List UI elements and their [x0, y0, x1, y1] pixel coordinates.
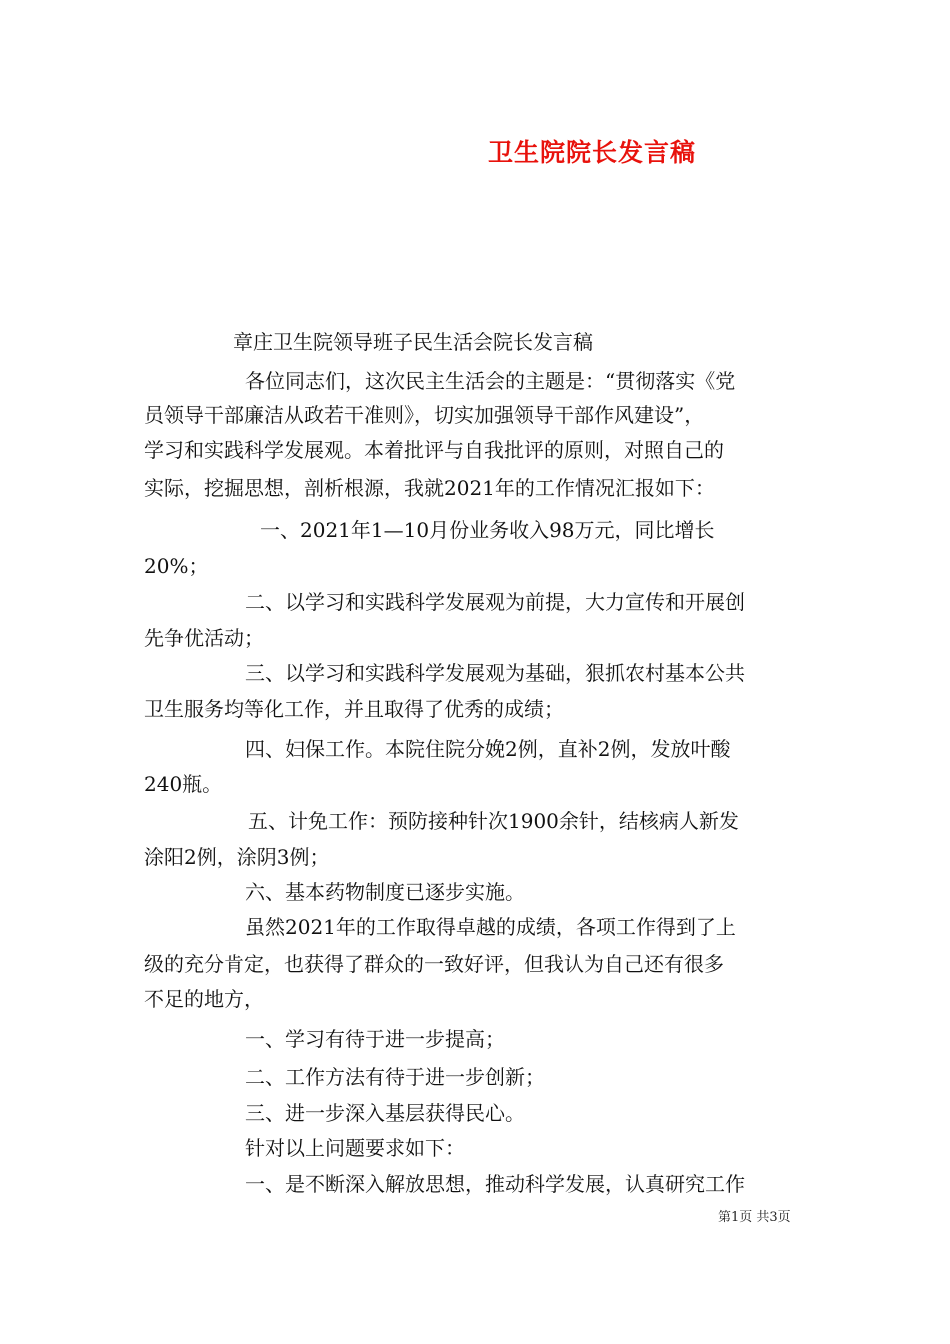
paragraph-line: 六、基本药物制度已逐步实施。 [245, 880, 525, 904]
paragraph-line: 针对以上问题要求如下： [245, 1136, 465, 1160]
paragraph-line: 实际，挖掘思想，剖析根源，我就2021年的工作情况汇报如下： [144, 476, 715, 500]
paragraph-line: 20%； [144, 554, 209, 578]
paragraph-line: 240瓶。 [144, 772, 223, 796]
paragraph-line: 二、以学习和实践科学发展观为前提，大力宣传和开展创 [245, 590, 745, 614]
paragraph-line: 一、学习有待于进一步提高； [245, 1027, 505, 1051]
paragraph-line: 员领导干部廉洁从政若干准则》，切实加强领导干部作风建设”， [144, 403, 705, 427]
paragraph-line: 三、以学习和实践科学发展观为基础，狠抓农村基本公共 [245, 661, 745, 685]
paragraph-line: 一、2021年1—10月份业务收入98万元，同比增长 [260, 518, 715, 542]
paragraph-line: 卫生服务均等化工作，并且取得了优秀的成绩； [144, 697, 564, 721]
document-subtitle: 章庄卫生院领导班子民生活会院长发言稿 [233, 330, 593, 354]
paragraph-line: 一、是不断深入解放思想，推动科学发展，认真研究工作 [245, 1172, 745, 1196]
paragraph-line: 涂阳2例，涂阴3例； [144, 845, 330, 869]
paragraph-line: 二、工作方法有待于进一步创新； [245, 1065, 545, 1089]
paragraph-line: 各位同志们，这次民主生活会的主题是：“贯彻落实《党 [245, 369, 736, 393]
paragraph-line: 学习和实践科学发展观。本着批评与自我批评的原则，对照自己的 [144, 438, 724, 462]
page-number: 第1页 共3页 [718, 1210, 791, 1225]
paragraph-line: 三、进一步深入基层获得民心。 [245, 1101, 525, 1125]
paragraph-line: 先争优活动； [144, 626, 264, 650]
paragraph-line: 五、计免工作：预防接种针次1900余针，结核病人新发 [248, 809, 739, 833]
paragraph-line: 虽然2021年的工作取得卓越的成绩，各项工作得到了上 [245, 915, 736, 939]
paragraph-line: 不足的地方， [144, 987, 264, 1011]
page-title: 卫生院院长发言稿 [488, 138, 697, 167]
paragraph-line: 四、妇保工作。本院住院分娩2例，直补2例，发放叶酸 [245, 737, 731, 761]
paragraph-line: 级的充分肯定，也获得了群众的一致好评，但我认为自己还有很多 [144, 952, 724, 976]
